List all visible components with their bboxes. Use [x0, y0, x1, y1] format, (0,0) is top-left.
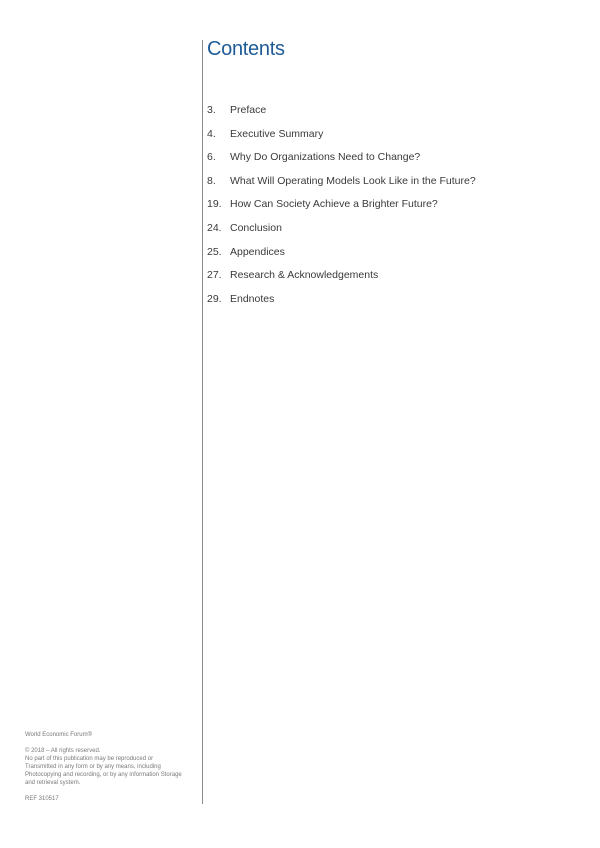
toc-label: Why Do Organizations Need to Change?: [230, 151, 421, 164]
toc-item-preface[interactable]: [207, 104, 476, 128]
toc-page-number: 19.: [207, 198, 222, 211]
toc-label: How Can Society Achieve a Brighter Future?: [230, 198, 438, 211]
toc-page-number: 6.: [207, 151, 216, 164]
copyright-line: No part of this publication may be reproduced or: [25, 756, 154, 762]
toc-item-conclusion[interactable]: [207, 222, 476, 246]
footer-spacer: [25, 739, 200, 747]
toc-label: Executive Summary: [230, 127, 324, 140]
toc-label: Conclusion: [230, 221, 282, 234]
toc-page-number: 27.: [207, 269, 222, 282]
toc-page-number: 25.: [207, 245, 222, 258]
vertical-divider: [202, 40, 203, 804]
footer-spacer: [25, 787, 200, 795]
organization-name: World Economic Forum®: [25, 732, 92, 738]
toc-item-appendices[interactable]: [207, 246, 476, 270]
copyright-line: Photocopying and recording, or by any information Storage: [25, 772, 182, 778]
copyright-line: © 2018 – All rights reserved.: [25, 748, 101, 754]
reference-code: REF 310517: [25, 796, 59, 802]
toc-item-endnotes[interactable]: [207, 293, 476, 317]
toc-label: Preface: [230, 104, 267, 116]
toc-label: What Will Operating Models Look Like in the Future?: [230, 174, 476, 187]
copyright-line: and retrieval system.: [25, 780, 81, 786]
toc-label: Appendices: [230, 245, 285, 258]
copyright-line: Transmitted in any form or by any means, including: [25, 764, 161, 770]
toc-item-brighter-future[interactable]: [207, 198, 476, 222]
toc-page-number: 24.: [207, 221, 222, 234]
toc-page-number: 4.: [207, 127, 216, 140]
toc-item-executive-summary[interactable]: [207, 128, 476, 152]
toc-item-research[interactable]: [207, 269, 476, 293]
toc-page-number: 29.: [207, 292, 222, 305]
publication-footer: [25, 731, 200, 803]
toc-page-number: 3.: [207, 104, 216, 116]
toc-page-number: 8.: [207, 174, 216, 187]
page-title: Contents: [207, 38, 285, 60]
toc-item-operating-models[interactable]: [207, 175, 476, 199]
toc-label: Research & Acknowledgements: [230, 269, 379, 282]
toc-label: Endnotes: [230, 292, 275, 305]
toc-item-why-change[interactable]: [207, 151, 476, 175]
table-of-contents: [207, 104, 476, 316]
